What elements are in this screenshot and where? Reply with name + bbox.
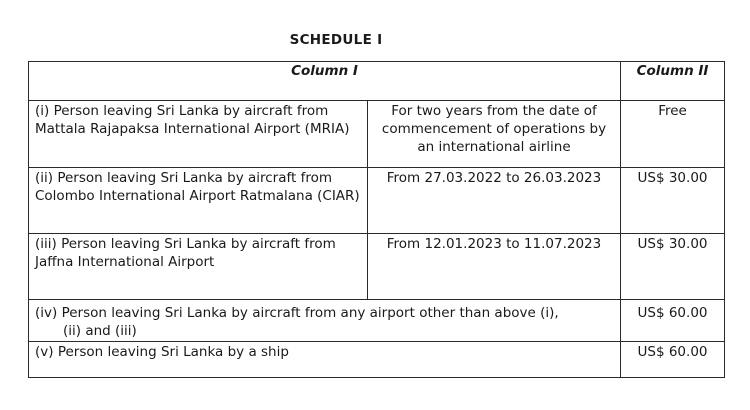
row-fee: US$ 60.00 [621, 300, 725, 342]
schedule-title: SCHEDULE I [289, 32, 383, 48]
row-description: (iii) Person leaving Sri Lanka by aircraft from Jaffna International Airport [29, 234, 368, 300]
column-2-header: Column II [621, 62, 725, 101]
row-fee: US$ 30.00 [621, 168, 725, 234]
table-row [29, 234, 725, 300]
row-description: (ii) Person leaving Sri Lanka by aircraft from Colombo International Airport Ratmalana (CIAR) [29, 168, 368, 234]
table-row [29, 342, 725, 378]
row-description: (i) Person leaving Sri Lanka by aircraft from Mattala Rajapaksa International Airport (MRIA) [29, 101, 368, 168]
table-header-row [29, 62, 725, 101]
row-period: For two years from the date of commencement of operations by an international airline [368, 101, 621, 168]
table-row [29, 300, 725, 342]
row-description: (v) Person leaving Sri Lanka by a ship [29, 342, 621, 378]
row-period: From 27.03.2022 to 26.03.2023 [368, 168, 621, 234]
row-fee: US$ 30.00 [621, 234, 725, 300]
schedule-table [28, 61, 725, 378]
table-row [29, 101, 725, 168]
column-1-header: Column I [29, 62, 621, 101]
row-description-line-1: (iv) Person leaving Sri Lanka by aircraft from any airport other than above (i), [35, 305, 559, 321]
row-fee: US$ 60.00 [621, 342, 725, 378]
row-fee: Free [621, 101, 725, 168]
table-row [29, 168, 725, 234]
row-description [29, 300, 621, 342]
row-period: From 12.01.2023 to 11.07.2023 [368, 234, 621, 300]
row-description-line-2: (ii) and (iii) [63, 323, 137, 339]
